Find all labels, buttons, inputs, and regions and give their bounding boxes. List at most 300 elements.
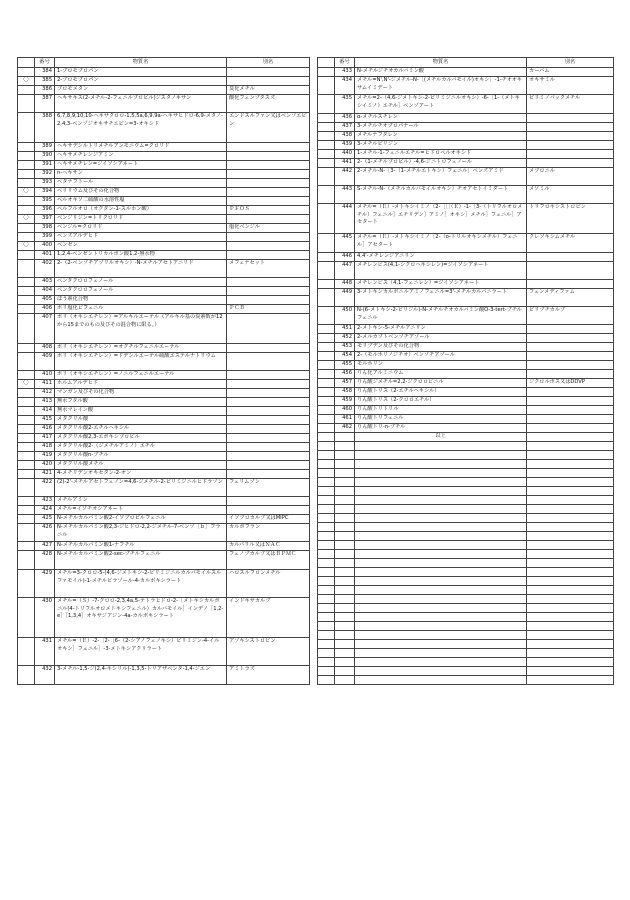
number-cell: 448 <box>335 280 355 289</box>
number-cell: 438 <box>335 132 355 141</box>
table-row <box>18 215 310 224</box>
empty-cell <box>355 622 527 631</box>
alias-cell <box>527 352 614 361</box>
table-row <box>318 397 614 406</box>
alias-cell <box>527 424 614 433</box>
empty-cell <box>318 640 335 649</box>
empty-cell <box>318 478 335 487</box>
substance-name-cell: ベンズアルデヒド <box>55 233 227 242</box>
mark-cell <box>18 425 35 434</box>
table-row <box>18 416 310 425</box>
alias-cell <box>527 114 614 123</box>
table-row <box>18 638 310 666</box>
alias-cell: ＰＣＢ <box>227 305 310 314</box>
alias-cell: メソミル <box>527 186 614 204</box>
empty-cell <box>355 640 527 649</box>
mark-cell <box>18 68 35 77</box>
substance-name-cell: 2-（1-メチルプロピル）-4,6-ジニトロフェノール <box>355 159 527 168</box>
number-cell: 389 <box>35 143 55 152</box>
mark-cell <box>18 666 35 685</box>
substance-name-cell: ホルムアルデヒド <box>55 380 227 389</box>
alias-cell <box>227 470 310 479</box>
empty-cell <box>318 532 335 541</box>
number-cell: 427 <box>35 542 55 551</box>
mark-cell <box>18 416 35 425</box>
empty-cell <box>355 469 527 478</box>
substance-name-cell: メチル=（Ｅ）-メトキシイミノ［2-（o-トリルオキシメチル）フェニル］アセタート <box>355 234 527 253</box>
table-row <box>18 470 310 479</box>
mark-cell <box>18 434 35 443</box>
empty-cell <box>355 514 527 523</box>
mark-cell <box>18 296 35 305</box>
number-cell: 398 <box>35 224 55 233</box>
number-cell: 434 <box>335 77 355 95</box>
header-substance-name: 物質名 <box>355 58 527 68</box>
substance-name-cell: メチル=（Ｅ）-メトキシイミノ（2-［［［（Ｅ）-1-［3-（トリフルオロメチル）フェニル］エチリデン］アミノ］オキシ］メチル］フェニル］アセタート <box>355 204 527 234</box>
alias-cell: オキサミル <box>527 77 614 95</box>
number-cell: 400 <box>35 242 55 251</box>
table-row <box>18 224 310 233</box>
mark-cell <box>18 206 35 215</box>
empty-cell <box>335 514 355 523</box>
number-cell: 439 <box>335 141 355 150</box>
table-header-row <box>318 58 614 68</box>
header-mark <box>318 58 335 68</box>
header-alias: 別名 <box>527 58 614 68</box>
empty-cell <box>527 577 614 586</box>
number-cell: 443 <box>335 186 355 204</box>
empty-cell <box>318 631 335 640</box>
empty-row <box>318 640 614 649</box>
empty-cell <box>527 595 614 604</box>
empty-cell <box>527 532 614 541</box>
empty-cell <box>335 568 355 577</box>
table-row <box>318 352 614 361</box>
empty-cell <box>318 568 335 577</box>
right-table-body <box>318 68 614 685</box>
empty-cell <box>318 451 335 460</box>
mark-cell <box>18 371 35 380</box>
number-cell: 414 <box>35 407 55 416</box>
empty-cell <box>527 649 614 658</box>
mark-cell <box>18 461 35 470</box>
number-cell: 442 <box>335 168 355 186</box>
table-row <box>318 159 614 168</box>
empty-cell <box>527 514 614 523</box>
number-cell: 418 <box>35 443 55 452</box>
table-row <box>18 425 310 434</box>
table-row <box>318 406 614 415</box>
substance-name-cell: メタクリル酸2,3-エポキシプロピル <box>55 434 227 443</box>
empty-row <box>318 658 614 667</box>
table-row <box>18 598 310 638</box>
number-cell: 424 <box>35 506 55 515</box>
mark-cell <box>18 344 35 353</box>
table-row <box>18 542 310 551</box>
empty-row <box>318 478 614 487</box>
empty-cell <box>318 622 335 631</box>
alias-cell <box>227 380 310 389</box>
empty-cell <box>335 451 355 460</box>
substance-name-cell: ポリ（オキシエチレン）=ノニルフェニルエーテル <box>55 371 227 380</box>
empty-cell <box>355 559 527 568</box>
empty-cell <box>355 541 527 550</box>
table-row <box>318 370 614 379</box>
substance-name-cell: 2-メチル-N-［3-（1-メチルエトキシ）フェニル］ベンズアミド <box>355 168 527 186</box>
substance-name-cell: ポリ（オキシエチレン）=ドデシルエーテル硫酸エステルナトリウム <box>55 353 227 371</box>
table-row <box>318 424 614 433</box>
substance-name-cell: ベタナフトール <box>55 179 227 188</box>
table-row <box>18 296 310 305</box>
empty-cell <box>335 622 355 631</box>
mark-cell <box>18 524 35 542</box>
alias-cell: アミトラズ <box>227 666 310 685</box>
table-row <box>318 280 614 289</box>
empty-row <box>318 577 614 586</box>
table-header-row <box>18 58 310 68</box>
mark-cell <box>318 95 335 114</box>
alias-cell <box>227 77 310 86</box>
substance-name-cell: メタクリル酸 <box>55 416 227 425</box>
empty-cell <box>318 550 335 559</box>
mark-cell <box>318 77 335 95</box>
substance-name-cell: ヘキサメチレン=ジイソシアネート <box>55 161 227 170</box>
mark-cell: 〇 <box>18 77 35 86</box>
alias-cell <box>527 343 614 352</box>
alias-cell: フェンメディファム <box>527 289 614 307</box>
alias-cell <box>227 497 310 506</box>
empty-cell <box>318 487 335 496</box>
substance-name-cell: 3-メトキシカルボニルアミノフェニル=3'-メチルカルバニラート <box>355 289 527 307</box>
alias-cell <box>527 123 614 132</box>
mark-cell <box>318 361 335 370</box>
number-cell: 401 <box>35 251 55 260</box>
empty-cell <box>527 487 614 496</box>
header-mark <box>18 58 35 68</box>
empty-cell <box>335 604 355 613</box>
number-cell: 453 <box>335 343 355 352</box>
number-cell: 422 <box>35 479 55 497</box>
substance-name-cell: 4,4'-メチレンジアニリン <box>355 253 527 262</box>
empty-cell <box>355 595 527 604</box>
mark-cell <box>318 388 335 397</box>
number-cell: 423 <box>35 497 55 506</box>
table-row <box>18 161 310 170</box>
substance-name-cell: ペルオキソ二硫酸の水溶性塩 <box>55 197 227 206</box>
alias-cell <box>227 278 310 287</box>
number-cell: 403 <box>35 278 55 287</box>
empty-cell <box>355 442 527 451</box>
empty-cell <box>527 451 614 460</box>
alias-cell: メプロニル <box>527 168 614 186</box>
table-row <box>18 407 310 416</box>
alias-cell <box>527 397 614 406</box>
empty-cell <box>527 604 614 613</box>
empty-cell <box>318 460 335 469</box>
number-cell <box>335 433 355 442</box>
substance-name-cell: メタクリル酸メチル <box>55 461 227 470</box>
alias-cell <box>227 416 310 425</box>
table-row <box>18 506 310 515</box>
number-cell: 449 <box>335 289 355 307</box>
table-row <box>318 150 614 159</box>
table-row <box>18 443 310 452</box>
mark-cell <box>18 287 35 296</box>
mark-cell <box>318 132 335 141</box>
mark-cell: 〇 <box>18 380 35 389</box>
mark-cell <box>18 143 35 152</box>
mark-cell <box>18 506 35 515</box>
alias-cell: クレソキシムメチル <box>527 234 614 253</box>
empty-cell <box>318 604 335 613</box>
empty-cell <box>355 604 527 613</box>
substance-name-cell: メタクリル酸n-ブチル <box>55 452 227 461</box>
alias-cell: ピリミノバックメチル <box>527 95 614 114</box>
empty-row <box>318 523 614 532</box>
alias-cell <box>527 325 614 334</box>
table-row <box>318 325 614 334</box>
substance-name-cell: 2-（2-ベンゾチアゾリルオキシ）-N-メチルアセトアニリド <box>55 260 227 278</box>
empty-cell <box>335 649 355 658</box>
number-cell: 426 <box>35 524 55 542</box>
mark-cell <box>318 150 335 159</box>
number-cell: 462 <box>335 424 355 433</box>
substance-name-cell: ベンジル=クロリド <box>55 224 227 233</box>
substance-name-cell: ポリ（オキシエチレン）=アルキルエーテル（アルキル基の炭素数が12から15までのもの及びその混合物に限る。） <box>55 314 227 344</box>
empty-cell <box>318 613 335 622</box>
number-cell: 452 <box>335 334 355 343</box>
mark-cell <box>18 314 35 344</box>
alias-cell <box>527 415 614 424</box>
empty-row <box>318 667 614 676</box>
number-cell: 435 <box>335 95 355 114</box>
alias-cell <box>227 371 310 380</box>
table-row <box>318 379 614 388</box>
substance-name-cell: n-ヘキサン <box>55 170 227 179</box>
table-row <box>318 253 614 262</box>
alias-cell: ＰＦＯＳ <box>227 206 310 215</box>
empty-row <box>318 604 614 613</box>
alias-cell <box>527 433 614 442</box>
table-row <box>18 77 310 86</box>
mark-cell <box>18 470 35 479</box>
substance-name-cell: りん酸トリス（2-クロロエチル） <box>355 397 527 406</box>
table-row <box>18 389 310 398</box>
table-row <box>18 68 310 77</box>
table-row <box>318 114 614 123</box>
empty-cell <box>527 469 614 478</box>
empty-cell <box>527 541 614 550</box>
table-row <box>18 233 310 242</box>
substance-name-cell: 2-メトキシ-5-メチルアニリン <box>355 325 527 334</box>
empty-row <box>318 676 614 685</box>
table-row <box>18 197 310 206</box>
substance-name-cell: N-メチルカルバミン酸1-ナフチル <box>55 542 227 551</box>
number-cell: 460 <box>335 406 355 415</box>
substance-table-left <box>17 57 310 685</box>
table-row <box>318 132 614 141</box>
number-cell: 441 <box>335 159 355 168</box>
alias-cell <box>227 188 310 197</box>
table-row <box>18 551 310 570</box>
alias-cell <box>227 434 310 443</box>
mark-cell <box>18 598 35 638</box>
left-table-body <box>18 68 310 685</box>
empty-cell <box>318 505 335 514</box>
table-row <box>18 305 310 314</box>
number-cell: 402 <box>35 260 55 278</box>
substance-name-cell: 3-メチル-1,5-ジ(2,4-キシリル)-1,3,5-トリアザペンタ-1,4-ジエン <box>55 666 227 685</box>
empty-cell <box>335 460 355 469</box>
number-cell: 406 <box>35 305 55 314</box>
alias-cell <box>227 407 310 416</box>
mark-cell <box>318 280 335 289</box>
substance-name-cell: メチル=3-クロロ-5-(4,6-ジメトキシ-2-ピリミジニルカルバモイルスルファモイル)-1-メチルピラゾール-4-カルボキシラート <box>55 570 227 598</box>
table-row <box>318 68 614 77</box>
substance-name-cell: モルホリン <box>355 361 527 370</box>
table-row <box>18 95 310 113</box>
empty-cell <box>355 532 527 541</box>
empty-cell <box>355 496 527 505</box>
alias-cell <box>227 179 310 188</box>
mark-cell <box>318 343 335 352</box>
mark-cell <box>18 152 35 161</box>
empty-cell <box>318 595 335 604</box>
mark-cell <box>18 95 35 113</box>
mark-cell <box>18 443 35 452</box>
mark-cell <box>18 551 35 570</box>
alias-cell <box>227 398 310 407</box>
empty-cell <box>335 541 355 550</box>
substance-name-cell: ペンタクロロフェノール <box>55 287 227 296</box>
alias-cell <box>227 506 310 515</box>
alias-cell <box>527 406 614 415</box>
empty-cell <box>355 667 527 676</box>
mark-cell <box>18 407 35 416</box>
alias-cell <box>227 152 310 161</box>
alias-cell: ハロスルフロンメチル <box>227 570 310 598</box>
number-cell: 393 <box>35 179 55 188</box>
table-row <box>18 170 310 179</box>
mark-cell <box>318 352 335 361</box>
table-row <box>318 234 614 253</box>
empty-row <box>318 451 614 460</box>
mark-cell <box>18 353 35 371</box>
table-row <box>18 666 310 685</box>
number-cell: 455 <box>335 361 355 370</box>
empty-cell <box>527 613 614 622</box>
substance-name-cell: モリブデン及びその化合物 <box>355 343 527 352</box>
number-cell: 413 <box>35 398 55 407</box>
empty-row <box>318 460 614 469</box>
table-row <box>318 433 614 442</box>
number-cell: 396 <box>35 206 55 215</box>
empty-cell <box>318 523 335 532</box>
alias-cell <box>527 141 614 150</box>
table-row <box>18 314 310 344</box>
empty-cell <box>335 658 355 667</box>
number-cell: 456 <box>335 370 355 379</box>
empty-cell <box>335 550 355 559</box>
table-row <box>18 143 310 152</box>
number-cell: 408 <box>35 344 55 353</box>
substance-name-cell: N-(6-メトキシ-2-ピリジル)-N-メチルチオカルバミン酸O-3-tert-ブチルフェニル <box>355 307 527 325</box>
mark-cell <box>318 123 335 132</box>
empty-cell <box>527 568 614 577</box>
alias-cell: インドキサカルブ <box>227 598 310 638</box>
substance-name-cell: 1-メチル-1-フェニルエチル=ヒドロペルオキシド <box>355 150 527 159</box>
number-cell: 397 <box>35 215 55 224</box>
table-row <box>318 343 614 352</box>
mark-cell <box>18 278 35 287</box>
empty-cell <box>335 640 355 649</box>
alias-cell: イソプロカルブ又はMIPC <box>227 515 310 524</box>
empty-cell <box>527 442 614 451</box>
empty-cell <box>335 613 355 622</box>
number-cell: 432 <box>35 666 55 685</box>
substance-name-cell: メタクリル酸2-（ジメチルアミノ）エチル <box>55 443 227 452</box>
table-row <box>18 515 310 524</box>
empty-cell <box>355 658 527 667</box>
mark-cell <box>318 253 335 262</box>
mark-cell <box>318 370 335 379</box>
empty-cell <box>318 496 335 505</box>
alias-cell <box>227 389 310 398</box>
alias-cell <box>227 170 310 179</box>
mark-cell <box>318 379 335 388</box>
table-row <box>318 262 614 280</box>
number-cell: 436 <box>335 114 355 123</box>
empty-cell <box>527 676 614 685</box>
substance-name-cell: N-メチルカルバミン酸2-イソプロピルフェニル <box>55 515 227 524</box>
number-cell: 407 <box>35 314 55 344</box>
mark-cell <box>18 479 35 497</box>
empty-row <box>318 649 614 658</box>
empty-cell <box>335 442 355 451</box>
empty-row <box>318 622 614 631</box>
empty-cell <box>335 559 355 568</box>
number-cell: 390 <box>35 152 55 161</box>
number-cell: 461 <box>335 415 355 424</box>
empty-cell <box>318 469 335 478</box>
empty-cell <box>335 676 355 685</box>
substance-name-cell: 2-（モルホリノジチオ）ベンゾチアゾール <box>355 352 527 361</box>
empty-row <box>318 442 614 451</box>
alias-cell: トリフロキシストロビン <box>527 204 614 234</box>
table-row <box>318 141 614 150</box>
number-cell: 450 <box>335 307 355 325</box>
number-cell: 411 <box>35 380 55 389</box>
substance-name-cell: ポリ塩化ビフェニル <box>55 305 227 314</box>
table-row <box>18 497 310 506</box>
mark-cell <box>318 397 335 406</box>
substance-name-cell: 無水マレイン酸 <box>55 407 227 416</box>
number-cell: 428 <box>35 551 55 570</box>
empty-cell <box>527 523 614 532</box>
alias-cell <box>227 425 310 434</box>
table-row <box>318 77 614 95</box>
number-cell: 404 <box>35 287 55 296</box>
substance-name-cell: N-メチルカルバミン酸2,3-ジヒドロ-2,2-ジメチル-7-ベンゾ［ｂ］フラニル <box>55 524 227 542</box>
empty-row <box>318 586 614 595</box>
table-row <box>18 461 310 470</box>
table-row <box>18 452 310 461</box>
mark-cell <box>318 406 335 415</box>
mark-cell <box>18 542 35 551</box>
number-cell: 385 <box>35 77 55 86</box>
table-row <box>18 188 310 197</box>
substance-name-cell: メチルアミン <box>55 497 227 506</box>
